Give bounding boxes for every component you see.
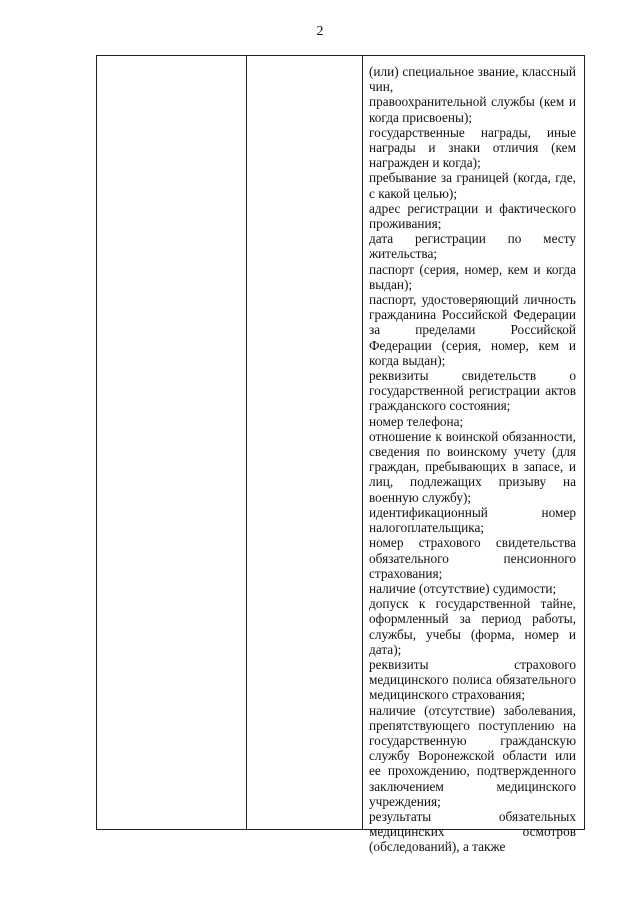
list-item: номер страхового свидетельства обязательного пенсионного страхования; — [369, 535, 576, 581]
list-item: (или) специальное звание, классный чин, — [369, 64, 576, 95]
column-divider-2 — [362, 56, 363, 829]
list-item: паспорт (серия, номер, кем и когда выдан); — [369, 261, 576, 292]
table-cell-column3 — [369, 64, 576, 855]
list-item: паспорт, удостоверяющий личность гражданина Российской Федерации за пределами Российской Федерации (серия, номер, кем и когда выдан); — [369, 292, 576, 368]
list-item: результаты обязательных медицинских осмотров (обследований), а также — [369, 808, 576, 855]
list-item: государственные награды, иные награды и знаки отличия (кем награжден и когда); — [369, 124, 576, 171]
document-table — [96, 55, 585, 855]
list-item: адрес регистрации и фактического проживания; — [369, 200, 576, 232]
list-item: номер телефона; — [369, 413, 464, 429]
list-item: реквизиты свидетельств о государственной регистрации актов гражданского состояния; — [369, 368, 576, 414]
page-number: 2 — [316, 24, 324, 39]
list-item: дата регистрации по месту жительства; — [369, 231, 576, 262]
list-item: допуск к государственной тайне, оформленный за период работы, службы, учебы (форма, номер и дата); — [369, 596, 576, 657]
column-divider-1 — [246, 56, 247, 829]
list-item: наличие (отсутствие) заболевания, препятствующего поступлению на государственную гражданскую службу Воронежской области или ее прохождению, подтвержденного заключением медицинского учреждения; — [369, 702, 576, 809]
list-item: наличие (отсутствие) судимости; — [369, 580, 557, 596]
list-item: отношение к воинской обязанности, сведения по воинскому учету (для граждан, пребывающих в запасе, и лиц, подлежащих призыву на военную службу); — [369, 428, 576, 505]
list-item: пребывание за границей (когда, где, с какой целью); — [369, 170, 576, 201]
list-item: правоохранительной службы (кем и когда присвоены); — [369, 94, 576, 125]
list-item: идентификационный номер налогоплательщика; — [369, 504, 576, 536]
list-item: реквизиты страхового медицинского полиса обязательного медицинского страхования; — [369, 656, 576, 703]
